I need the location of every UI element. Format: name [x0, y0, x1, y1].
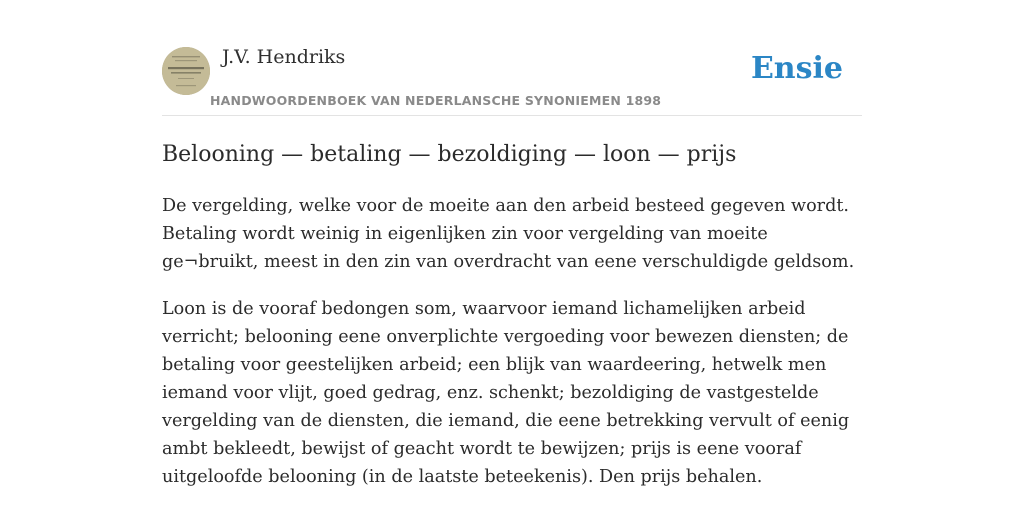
source-title[interactable]: HANDWOORDENBOEK VAN NEDERLANSCHE SYNONIEMEN 1898 [210, 93, 662, 108]
entry-paragraph: Loon is de vooraf bedongen som, waarvoor iemand lichamelijken arbeid verricht; belooning eene onverplichte vergoeding voor bewezen diensten; de betaling voor geestelijken arbeid; een blijk van waardeering, hetwelk men iemand voor vlijt, goed gedrag, enz. schenkt; bezoldiging de vastgestelde vergelding van de diensten, die iemand, die eene betrekking vervult of eenig ambt bekleedt, bewijst of geacht wordt te bewijzen; prijs is eene vooraf uitgeloofde belooning (in de laatste beteekenis). Den prijs behalen. [162, 299, 850, 487]
author-name[interactable]: J.V. Hendriks [222, 46, 346, 68]
entry-title: Belooning — betaling — bezoldiging — loon — prijs [162, 142, 737, 167]
header-divider [162, 115, 862, 116]
entry-paragraph: De vergelding, welke voor de moeite aan den arbeid besteed gegeven wordt. Betaling wordt weinig in eigenlijken zin voor vergelding van moeite ge¬bruikt, meest in den zin van overdracht van eene verschuldigde geldsom. [162, 196, 855, 272]
ensie-logo[interactable]: Ensie [750, 51, 843, 86]
entry-card [162, 0, 862, 512]
book-cover-icon[interactable] [162, 47, 210, 95]
